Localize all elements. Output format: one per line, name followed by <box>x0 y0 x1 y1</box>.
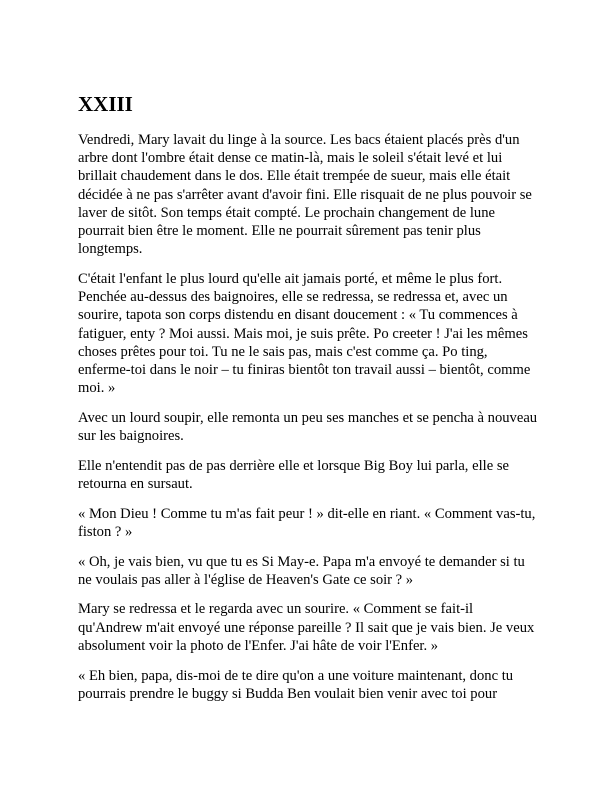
page-content <box>78 92 538 714</box>
chapter-title: XXIII <box>78 92 133 116</box>
paragraph: Elle n'entendit pas de pas derrière elle et lorsque Big Boy lui parla, elle se retourna en sursaut. <box>78 457 509 492</box>
paragraph: C'était l'enfant le plus lourd qu'elle ait jamais porté, et même le plus fort. Penchée au-dessus des baignoires, elle se redressa, se redressa et, avec un sourire, tapota son corps distendu en disant doucement : « Tu commences à fatiguer, enty ? Moi aussi. Mais moi, je suis prête. Po creeter ! J'ai les mêmes choses prêtes pour toi. Tu ne le sais pas, mais c'est comme ça. Po ting, enferme-toi dans le noir – tu finiras bientôt ton travail aussi – bientôt, comme moi. » <box>78 270 531 397</box>
paragraph: « Eh bien, papa, dis-moi de te dire qu'on a une voiture maintenant, donc tu pourrais prendre le buggy si Budda Ben voulait bien venir avec toi pour <box>78 667 514 702</box>
paragraph: « Oh, je vais bien, vu que tu es Si May-e. Papa m'a envoyé te demander si tu ne voulais pas aller à l'église de Heaven's Gate ce soir ? » <box>78 553 525 588</box>
paragraph: Mary se redressa et le regarda avec un sourire. « Comment se fait-il qu'Andrew m'ait envoyé une réponse pareille ? Il sait que je vais bien. Je veux absolument voir la photo de l'Enfer. J'ai hâte de voir l'Enfer. » <box>78 601 535 654</box>
paragraph: Avec un lourd soupir, elle remonta un peu ses manches et se pencha à nouveau sur les baignoires. <box>78 409 538 445</box>
paragraph: « Mon Dieu ! Comme tu m'as fait peur ! » dit-elle en riant. « Comment vas-tu, fiston ? » <box>78 505 536 540</box>
paragraph: Vendredi, Mary lavait du linge à la source. Les bacs étaient placés près d'un arbre dont l'ombre était dense ce matin-là, mais le soleil s'était levé et lui brillait chaudement dans le dos. Elle était trempée de sueur, mais elle était décidée à ne pas s'arrêter avant d'avoir fini. Elle risquait de ne plus pouvoir se laver de sitôt. Son temps était compté. Le prochain changement de lune pourrait bien être le moment. Elle ne pourrait sûrement pas tenir plus longtemps. <box>78 132 532 258</box>
